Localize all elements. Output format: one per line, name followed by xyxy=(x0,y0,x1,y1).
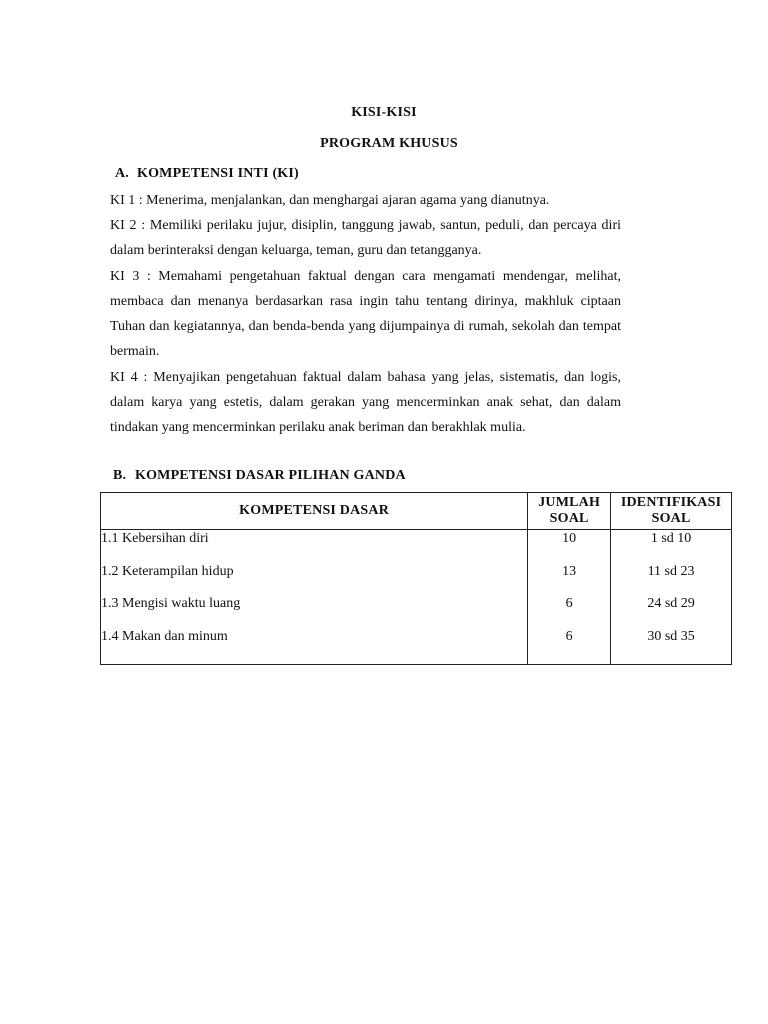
ki-3-text: KI 3 : Memahami pengetahuan faktual dengan cara mengamati mendengar, melihat, membaca dan menanya berdasarkan rasa ingin tahu tentang dirinya, makhluk ciptaan Tuhan dan kegiatannya, dan benda-benda yang dijumpainya di rumah, sekolah dan tempat bermain. xyxy=(110,268,621,360)
identifikasi-cell: 11 sd 23 xyxy=(611,563,732,596)
header-kompetensi-dasar: KOMPETENSI DASAR xyxy=(101,493,528,530)
header-jumlah-line-2: SOAL xyxy=(549,511,589,526)
table-row xyxy=(101,595,732,628)
document-title: KISI-KISI xyxy=(351,105,417,120)
section-b-title: KOMPETENSI DASAR PILIHAN GANDA xyxy=(135,468,406,483)
kompetensi-cell: 1.4 Makan dan minum xyxy=(101,628,528,665)
table-row xyxy=(101,530,732,563)
ki-paragraphs xyxy=(110,213,621,441)
kompetensi-cell: 1.1 Kebersihan diri xyxy=(101,530,528,563)
jumlah-cell: 10 xyxy=(528,530,611,563)
ki-1-text: KI 1 : Menerima, menjalankan, dan menghargai ajaran agama yang dianutnya. xyxy=(110,193,550,208)
header-identifikasi-line-2: SOAL xyxy=(651,511,691,526)
jumlah-cell: 6 xyxy=(528,628,611,665)
kompetensi-cell: 1.3 Mengisi waktu luang xyxy=(101,595,528,628)
kompetensi-dasar-table xyxy=(100,492,732,665)
section-a-title: KOMPETENSI INTI (KI) xyxy=(137,166,299,181)
ki-4-text: KI 4 : Menyajikan pengetahuan faktual dalam bahasa yang jelas, sistematis, dan logis, dalam karya yang estetis, dalam gerakan yang mencerminkan anak sehat, dan dalam tindakan yang mencerminkan perilaku anak beriman dan berakhlak mulia. xyxy=(110,369,621,436)
section-b-letter: B. xyxy=(113,468,127,483)
section-a-heading xyxy=(115,166,299,182)
section-a-letter: A. xyxy=(115,166,130,181)
document-subtitle: PROGRAM KHUSUS xyxy=(320,136,458,151)
ki-2-text: KI 2 : Memiliki perilaku jujur, disiplin, tanggung jawab, santun, peduli, dan percaya diri dalam berinteraksi dengan keluarga, teman, guru dan tetangganya. xyxy=(110,218,621,259)
header-identifikasi-soal xyxy=(611,493,732,530)
table-row xyxy=(101,628,732,665)
jumlah-cell: 6 xyxy=(528,595,611,628)
header-jumlah-soal xyxy=(528,493,611,530)
table-body xyxy=(101,530,732,665)
kompetensi-cell: 1.2 Keterampilan hidup xyxy=(101,563,528,596)
table-header xyxy=(101,493,732,530)
section-b-heading xyxy=(113,468,406,484)
table-row xyxy=(101,563,732,596)
identifikasi-cell: 1 sd 10 xyxy=(611,530,732,563)
identifikasi-cell: 24 sd 29 xyxy=(611,595,732,628)
header-jumlah-line-1: JUMLAH xyxy=(538,495,601,510)
table-header-row xyxy=(101,493,732,530)
header-identifikasi-line-1: IDENTIFIKASI xyxy=(620,495,722,510)
jumlah-cell: 13 xyxy=(528,563,611,596)
identifikasi-cell: 30 sd 35 xyxy=(611,628,732,665)
